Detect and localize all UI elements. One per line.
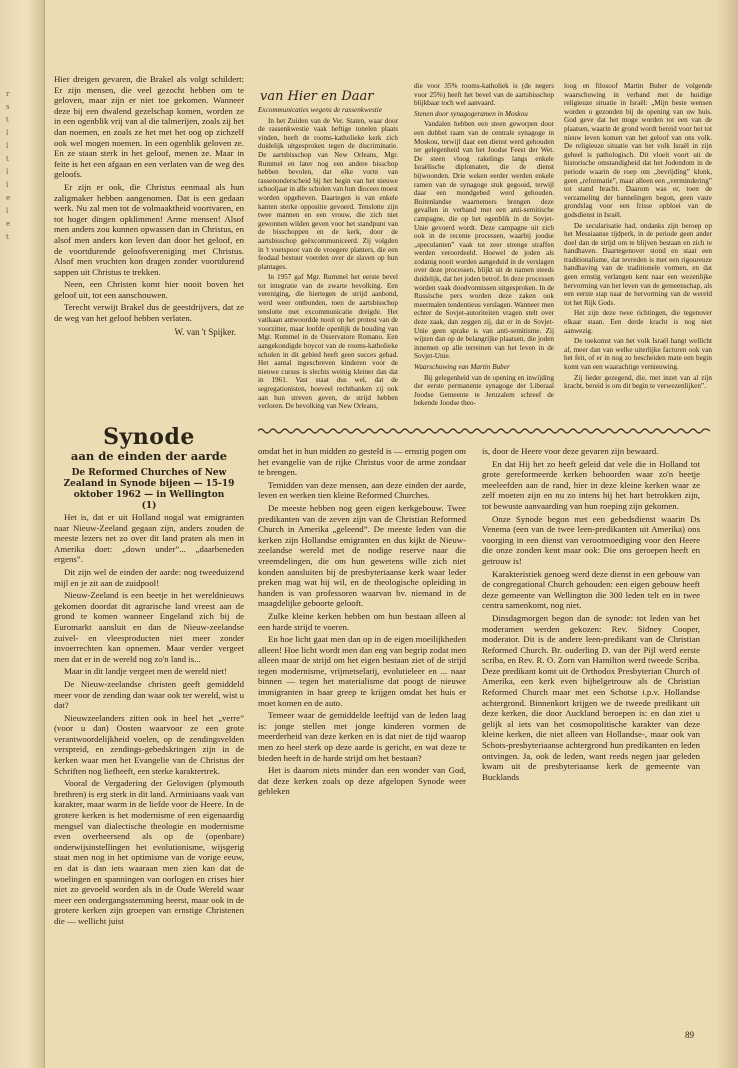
- article-subtitle: aan de einden der aarde: [70, 449, 228, 463]
- paragraph: De Nieuw-zeelandse christen geeft gemiddeld meer voor de zending dan waar ook ter wereld, wist u dat?: [54, 678, 244, 711]
- edge-letter: e: [6, 220, 11, 228]
- edge-letter: l: [6, 129, 9, 137]
- article-part: (1): [141, 501, 157, 511]
- paragraph: Vandalen hebben een steen geworpen door een dubbel raam van de centrale synagoge in Moskou, terwijl daar een dienst werd gehouden ter gelegenheid van het Joodse Feest der Wet. De steen vloog rakelings langs enkele Israëlische diplomaten, die de dienst bijwoonden. Drie weken eerder werden enkele ramen van de synagoge stuk gegooid, terwijl daar een mondgebed werd gehouden. Buitenlandse waarnemers brengen deze gevallen in verband met een anti-semitische campagne, die op het ogenblik in de Sovjet-Unie gevoerd wordt. Deze campagne uit zich ook in de recente processen, waarbij joodse „speculanten” vaak tot zeer strenge straffen werden veroordeeld. Hoewel de joden als zodanig nooit worden aangeduid in de verslagen over deze processen, blijkt uit de namen steeds duidelijk, dat het joden betrof. In deze processen worden vaak doodvonnissen uitgesproken. In de Russische pers worden deze zaken ook meermalen tendentieus verslagen. Wanneer men echter de Sovjet-autoriteiten vragen stelt over deze zaak, dan zeggen zij, dat er in de Sovjet-Unie geen sprake is van anti-semitisme. Zij wijzen dan op de belangrijke plaatsen, die joden innemen op alle terreinen van het leven in de Sovjet-Unie.: [414, 120, 554, 361]
- paragraph: Dinsdagmorgen begon dan de synode: tot leden van het moderamen werden gekozen: Rev. Sidney Cooper, moderator. Dit is de andere leen-predikant van de Christian Reformed Church. Br. ouderling D. van der Pijl werd eerste scriba, en Rev. R. O. Zorn van Hamilton werd tweede Scriba. Deze predikant komt uit de Orthodox Presbyterian Church of Amerika, een kerk even bijbelgetrouw als de Christian Reformed Church maar met een Schotse i.p.v. Hollandse achtergrond. Binnenkort krijgen we de tweede predikant uit deze kerken, die door Auckland beroepen is: en dan ziet u gelijk al iets van het cosmopolitische karakter van deze kleine kerken, die niet alleen van Hollandse-, maar ook van Schots-presbyteriaanse achtergrond hun predikanten en leden ontvingen. Ja, ook de leden, want reeds negen jaar geleden kwam uit de presbyteriaanse kerk de gemeente van Bucklands: [482, 612, 700, 782]
- paragraph: Karakteristiek genoeg werd deze dienst in een gebouw van de congregational Church gehouden: een eigen gebouw heeft deze gemeente van Wellington die 300 leden telt en in twee centra samenkomt, nog niet.: [482, 568, 700, 611]
- paragraph: In het Zuiden van de Ver. Staten, waar door de rassenkwestie vaak heftige tonelen plaats vinden, heeft de rooms-katholieke kerk zich duidelijk uitgesproken tegen de discriminatie. De aartsbisschop van New Orleans, Mgr. Rummel en later nog een andere bisschop hebben bevolen, dat elke vorm van rassenonderscheid bij het begin van het nieuwe schooljaar in alle scholen van hun diocees moest worden opgeheven. Daartegen is van enkele kanten sterke oppositie gevoerd. Tenslotte zijn twee mannen en een vrouw, die zich niet gewonnen wilden geven voor het standpunt van de bisschoppen en de kerk, door de aartsbisschop geëxcommuniceerd. Zij volgden in 't voetspoor van de vroegere planters, die een feodaal bestuur voerden over de slaven op hun plantages.: [258, 116, 398, 271]
- section-heading: Waarschuwing van Martin Buber: [414, 363, 510, 371]
- edge-letter: l: [6, 142, 9, 150]
- paragraph: Temeer waar de gemiddelde leeftijd van de leden laag is: jonge stellen met jonge kinderen vormen de meerderheid van deze kerken en is dat niet de tijd waarop men zo heel sterk op deze aarde is gericht, en wat deze te bieden heeft in de harde strijd om het bestaan?: [258, 710, 466, 763]
- section-heading: Excommunicaties wegens de rassenkwestie: [258, 106, 382, 114]
- paragraph: Het is daarom niets minder dan een wonder van God, dat deze kerken zoals op deze afgelopen Synode weer gebleken: [258, 765, 466, 797]
- column-synode-1: [54, 512, 244, 929]
- article-title: [54, 424, 244, 450]
- wavy-divider: [258, 426, 710, 436]
- edge-letter: e: [6, 194, 11, 202]
- paragraph: Dit zijn wel de einden der aarde: nog tweeduizend mijl en je zit aan de zuidpool!: [54, 566, 244, 588]
- paragraph: Het is, dat er uit Holland nogal wat emigranten naar Nieuw-Zeeland gegaan zijn, anders zouden de meeste lezers net zo over dit land praten als men in Amerika doet: „down under”... „daarbeneden ergens”.: [54, 512, 244, 565]
- edge-letter: t: [6, 155, 9, 163]
- column-title: van Hier en Daar: [260, 89, 374, 104]
- paragraph: Bij gelegenheid van de opening en inwijding der eerste permanente synagoge der Liberaal Joodse Gemeente te Jeruzalem schreef de bekende Joodse theo-: [414, 373, 554, 408]
- column-synode-3: [482, 446, 700, 784]
- paragraph: De meeste hebben nog geen eigen kerkgebouw. Twee predikanten van de zeven zijn van de Christian Reformed Church in Amerika „geleend”. De meeste leden van die kerken zijn Hollandse emigranten en dus kijkt de Nieuw-zeelandse wereld met de nodige reserve naar die vreemdelingen, die om hun gewetens wille zich niet konden aansluiten bij de presbyteriaanse kerk waar leder preken mag wat hij wil, en de theologische opleiding in handen is van professoren waarvan bv. niemand in de maagdelijke geboorte gelooft.: [258, 502, 466, 609]
- column-synode-2: [258, 446, 466, 799]
- article-subheading: [54, 468, 244, 512]
- paragraph: Neen, een Christen komt hier nooit boven het geloof uit, tot een aanschouwen.: [54, 279, 244, 300]
- paragraph: Zij lieder gezegend, die, met inzet van al zijn kracht, bereid is om dit begin te verwezenlijken”.: [564, 373, 712, 391]
- paragraph: Nieuwzeelanders zitten ook in heel het „verre” (voor u dan) Oosten waarvoor ze een grote verantwoordelijkheid voelen, op de zendingsvelden verspreid, en zendings-gebedskringen zijn in de kerken waar men het Evangelie van de Christus der Schriften nog liefheeft, een sterke karaktertrek.: [54, 712, 244, 776]
- paragraph: loog en filosoof Martin Buber de volgende waarschuwing in verband met de huidige religieuze situatie in Israël: „Mijn beste wensen worden u gezonden bij de opening van uw huis. God geve dat het moge worden tot een van de plaatsen, waarin de grond wordt bereid voor het tot nieuw leven komen van het geloof van ons volk. De religieuze situatie van het volk Israël in zijn geheel is pathologisch. Dit vloeit voort uit de historische omstandigheid dat het Jodendom in de periode waarin de roep om „bevrijding” klonk, geen „reformatie”, maar alleen een „vermindering” tot stand bracht. Daarom was er, toen de verzameling der bannelingen begon, geen vaste grondslag voor een frisse opbloei van de godsdienst in Israël.: [564, 82, 712, 219]
- edge-letters: [6, 88, 16, 244]
- page-number: 89: [685, 1030, 694, 1040]
- page-shadow: [716, 0, 738, 1068]
- paragraph: Temidden van deze mensen, aan deze einden der aarde, leven en werken tien kleine Reformed Churches.: [258, 479, 466, 501]
- edge-letter: s: [6, 103, 10, 111]
- paragraph: De secularisatie had, ondanks zijn beroep op het Messiaanse tijdperk, in de periode geen ander doel dan de strijd om te blijven bestaan en zich te handhaven. Daartegenover stond en staat een traditionalisme, dat tevreden is met een rigoureuze handhaving van de traditionele vormen, en dat geen ernstig verlangen kent naar een wezenlijke hervorming van het leven van de gemeenschap, als een eerste stap naar de hervorming van de wereld tot het Rijk Gods.: [564, 221, 712, 307]
- paragraph: die voor 35% rooms-katholiek is (de negers voor 25%) heeft het bevel van de aartsbisschop blijkbaar toch wel aanvaard.: [414, 82, 554, 108]
- paragraph: omdat het in hun midden zo gesteld is — ernstig pogen om het evangelie van de rijke Christus voor de arme zondaar te brengen.: [258, 446, 466, 478]
- article-title-text: Synode: [103, 424, 195, 450]
- column-synagoge: [414, 82, 554, 410]
- paragraph: In 1957 gaf Mgr. Rummel het eerste bevel tot integratie van de zwarte bevolking. Een vereniging, die hiertegen de strijd aanbond, werd weer ontbonden, toen de aartsbisschop tenslotte met excommunicatie dreigde. Het vatikaan antwoordde nooit op het protest van de voorzitter, maar loofde openlijk de houding van Mgr. Rummel in de Osservatore Romano. Een aangekondigde boycot van de rooms-katholieke scholen in dit gebied heeft geen succes gehad. Het aantal ingeschreven kinderen voor de nieuwe cursus is slechts weinig kleiner dan dat in 1961. Vast staat dus wel, dat de segregationisten, hoeveel rechtbanken zij ook aan hun streven geven, de strijd hebben verloren. De bevolking van New Orleans,: [258, 273, 398, 411]
- paragraph: Onze Synode begon met een gebedsdienst waarin Ds Venema (een van de twee leen-predikanten uit Amerika) ons voorging in een dienst van verootmoediging voor den Heere die onze zonden kent maar ook: Die ons geroepen heeft en getrouw is!: [482, 513, 700, 566]
- paragraph: Er zijn er ook, die Christus eenmaal als hun zaligmaker hebben aangenomen. Dat is een gedaan werk. Nu zal men tot de volmaaktheid voortvaren, en tot hoger dingen opklimmen! Arme mensen! Alsof men anders zou kunnen opwassen dan in Christus, en alsof men anders kon leven dan door het geloof, en de voortdurende geloofsvereniging met Christus. Alsof men vruchten kon dragen zonder voortdurend sappen uit Christus te trekken.: [54, 181, 244, 277]
- column-excommunicaties: [258, 106, 398, 413]
- edge-letter: l: [6, 207, 9, 215]
- paragraph: En dat Hij het zo heeft geleid dat vele die in Holland tot grote gereformeerde kerken behoorden waar zo'n beetje meeleefden aan de rand, hier in deze kleine kerken waar ze zelf moeten zijn en nu zo intens bij het hart betrokken zijn, tot bewuste aanvaarding van hun roeping zijn gekomen.: [482, 458, 700, 511]
- edge-letter: ï: [6, 181, 9, 189]
- paragraph: De toekomst van het volk Israël hangt wellicht af, meer dan van welke uiterlijke factoren ook van het feit, of er in nog zo bescheiden mate een begin komt van een waarachtige vernieuwing.: [564, 337, 712, 371]
- edge-letter: r: [6, 90, 10, 98]
- paragraph: Nieuw-Zeeland is een beetje in het wereldnieuws gekomen doordat dit agrarische land vreest aan de grond te komen wanneer Engeland zich bij de Euromarkt aansluit en dan de Nieuw-zeelandse zuivel- en vleesproducten niet meer zonder invoerrechten kan opnemen. Maar verder vergeet men dat er in de wereld nog zo'n land is...: [54, 590, 244, 664]
- edge-letter: t: [6, 116, 9, 124]
- section-heading: Stenen door synagogeramen in Moskou: [414, 109, 528, 118]
- previous-page-edge: [0, 0, 45, 1068]
- column-buber: [564, 82, 712, 393]
- author-signature: W. van 't Spijker.: [174, 326, 236, 337]
- paragraph: Het zijn deze twee richtingen, die tegenover elkaar staan. Een derde kracht is nog niet aanwezig.: [564, 309, 712, 335]
- paragraph: Zulke kleine kerken hebben om hun bestaan alleen al een harde strijd te voeren.: [258, 610, 466, 632]
- edge-letter: l: [6, 168, 9, 176]
- paragraph: Terecht verwijt Brakel dus de geestdrijvers, dat ze de weg van het geloof hebben verlaten.: [54, 302, 244, 324]
- paragraph: Hier dreigen gevaren, die Brakel als volgt schildert: Er zijn mensen, die veel gezocht hebben om te geloven, maar zijn er niet toe gekomen. Wanneer deze bij een dwalend gezelschap komen, worden ze in een ogenblik vrij van al die talmerijen, zoals zij het dan noemen, en zoals ze het met het oog op zichzelf ook wel mogen noemen. In een ogenblik geloven ze. En ze staan sterk in het geloof, menen ze. Maar in feite is het een afgaan en een verlaten van de weg des geloofs.: [54, 74, 244, 180]
- paragraph: Vooral de Vergadering der Gelovigen (plymouth brethren) is erg sterk in dit land. Arminiaans vaak van karakter, maar warm in de liefde voor de Heere. In de grotere kerken is het modernisme of een eigenaardig mengsel van dialectische theologie en modernisme even overheersend als op de (openbare) onderwijsinstellingen het evolutionisme, wijsgerig staat men nog in het optimisme van de vorige eeuw, en dat is dan iets waaraan men zien kan dat de woelingen en spanningen van oorlogen en crises hier niet zo gevoeld worden als in de Oude Wereld waar meer een ondergangsstemming heerst, maar ook in de grotere kerken zijn groepen van ernstige Christenen die — wellicht juist: [54, 778, 244, 926]
- edge-letter: t: [6, 233, 9, 241]
- paragraph: is, door de Heere voor deze gevaren zijn bewaard.: [482, 446, 659, 456]
- article-subheading-text: De Reformed Churches of New Zealand in Synode bijeen — 15-19 oktober 1962 — in Wellington: [63, 468, 235, 500]
- paragraph: En hoe licht gaat men dan op in de eigen moeilijkheden alleen! Hoe licht wordt men dan eng van begrip zodat men alleen maar de strijd om het eigen bestaan ziet of de strijd tegen modernisme, vrijmetselarij, evolutieleer en ... naar binnen — tegen het materialisme dat poogt de nieuwe immigranten in haar greep te krijgen omdat het huis er moet komen en de auto.: [258, 634, 466, 708]
- paragraph: Maar in dit landje vergeet men de wereld niet!: [64, 666, 228, 677]
- column-brakel: [54, 74, 244, 337]
